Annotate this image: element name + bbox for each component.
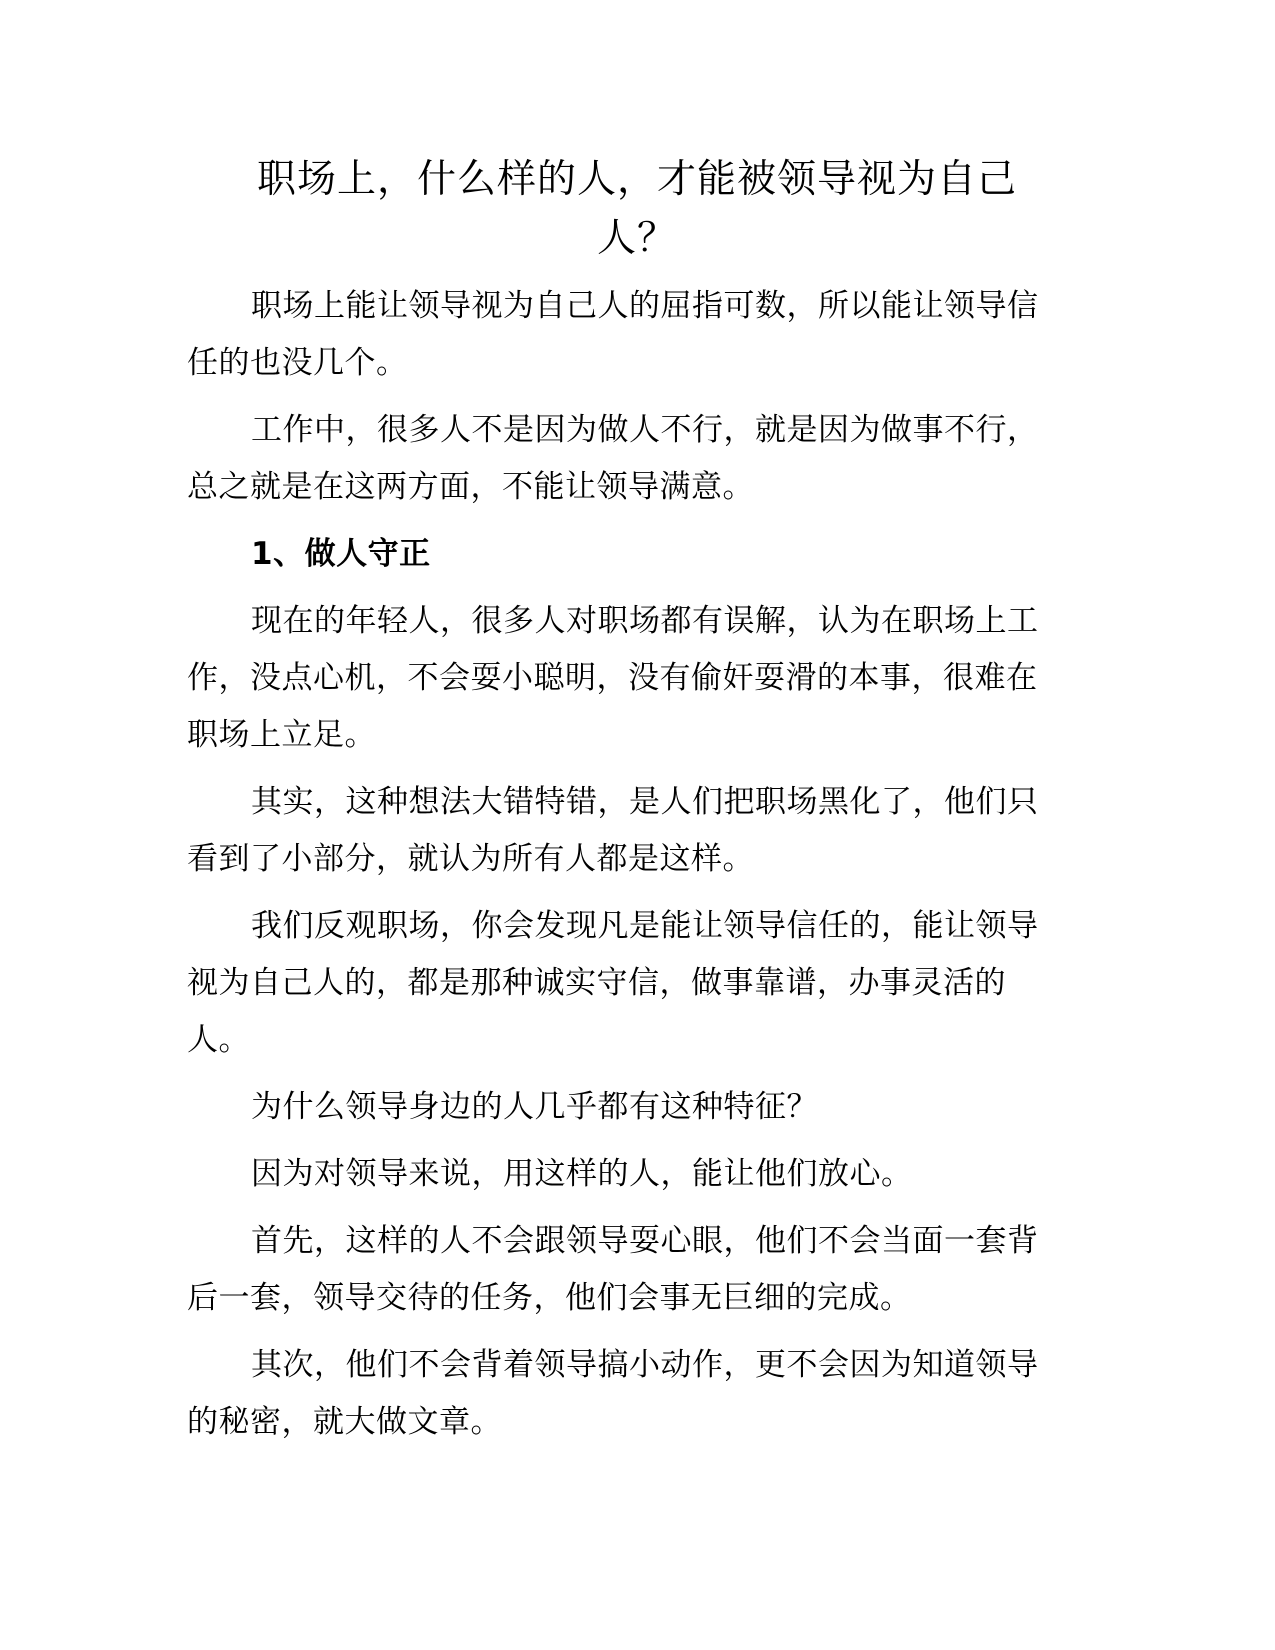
paragraph <box>187 1213 1087 1327</box>
paragraph-line: 总之就是在这两方面，不能让领导满意。 <box>187 469 754 505</box>
paragraph <box>187 1146 1087 1203</box>
paragraph-line: 因为对领导来说，用这样的人，能让他们放心。 <box>251 1156 913 1192</box>
paragraph <box>187 402 1087 516</box>
title-line: 人？ <box>596 216 677 261</box>
document-title <box>187 150 1087 268</box>
paragraph-line: 看到了小部分，就认为所有人都是这样。 <box>187 841 754 877</box>
paragraph <box>187 1079 1087 1136</box>
paragraph <box>187 774 1087 888</box>
document-page <box>187 150 1087 1451</box>
paragraph-line: 为什么领导身边的人几乎都有这种特征？ <box>251 1089 818 1125</box>
paragraph-line: 视为自己人的，都是那种诚实守信，做事靠谱，办事灵活的 <box>187 965 1006 1001</box>
paragraph-line: 职场上立足。 <box>187 717 376 753</box>
paragraph <box>187 898 1087 1069</box>
paragraph-line: 其实，这种想法大错特错，是人们把职场黑化了，他们只 <box>251 784 1039 820</box>
paragraph-line: 后一套，领导交待的任务，他们会事无巨细的完成。 <box>187 1280 912 1316</box>
paragraph-line: 现在的年轻人，很多人对职场都有误解，认为在职场上工 <box>251 603 1039 639</box>
paragraph-line: 作，没点心机，不会耍小聪明，没有偷奸耍滑的本事，很难在 <box>187 660 1038 696</box>
title-line: 职场上，什么样的人，才能被领导视为自己 <box>256 157 1017 202</box>
paragraph-line: 任的也没几个。 <box>187 345 408 381</box>
paragraph-line: 首先，这样的人不会跟领导耍心眼，他们不会当面一套背 <box>251 1223 1039 1259</box>
paragraph-line: 人。 <box>187 1022 250 1058</box>
paragraph-line: 我们反观职场，你会发现凡是能让领导信任的，能让领导 <box>251 908 1039 944</box>
paragraph-line: 职场上能让领导视为自己人的屈指可数，所以能让领导信 <box>251 288 1039 324</box>
paragraph-line: 工作中，很多人不是因为做人不行，就是因为做事不行， <box>251 412 1039 448</box>
paragraph-line: 其次，他们不会背着领导搞小动作，更不会因为知道领导 <box>251 1347 1039 1383</box>
paragraph <box>187 278 1087 392</box>
section-heading-text: 1、做人守正 <box>251 536 431 572</box>
paragraph-line: 的秘密，就大做文章。 <box>187 1404 502 1440</box>
paragraph <box>187 593 1087 764</box>
paragraph <box>187 1337 1087 1451</box>
section-heading <box>187 526 1087 583</box>
